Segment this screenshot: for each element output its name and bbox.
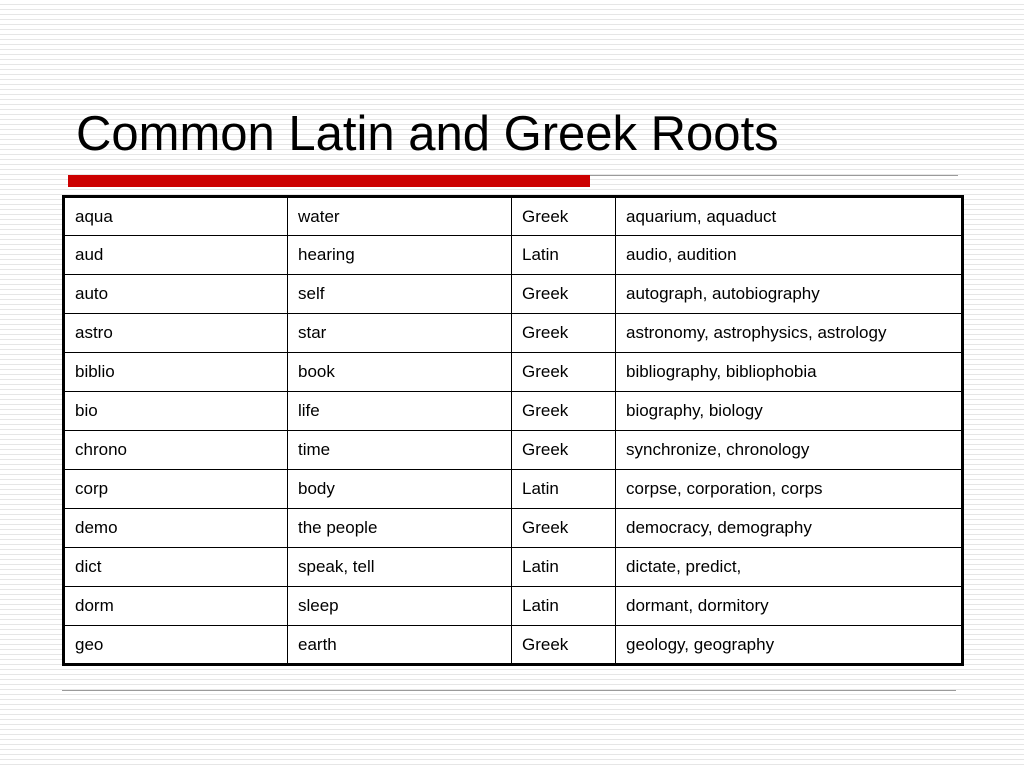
- origin-cell: Greek: [512, 509, 616, 548]
- examples-cell: aquarium, aquaduct: [616, 197, 963, 236]
- table-row: [64, 548, 963, 587]
- table-row: [64, 275, 963, 314]
- table-row: [64, 314, 963, 353]
- root-cell: aqua: [64, 197, 288, 236]
- table-row: [64, 197, 963, 236]
- meaning-cell: speak, tell: [288, 548, 512, 587]
- origin-cell: Greek: [512, 392, 616, 431]
- root-cell: demo: [64, 509, 288, 548]
- meaning-cell: the people: [288, 509, 512, 548]
- meaning-cell: book: [288, 353, 512, 392]
- origin-cell: Greek: [512, 353, 616, 392]
- root-cell: dorm: [64, 587, 288, 626]
- meaning-cell: sleep: [288, 587, 512, 626]
- origin-cell: Latin: [512, 470, 616, 509]
- examples-cell: democracy, demography: [616, 509, 963, 548]
- examples-cell: astronomy, astrophysics, astrology: [616, 314, 963, 353]
- table-row: [64, 353, 963, 392]
- bottom-divider: [62, 690, 956, 691]
- root-cell: corp: [64, 470, 288, 509]
- table-row: [64, 509, 963, 548]
- meaning-cell: water: [288, 197, 512, 236]
- root-cell: biblio: [64, 353, 288, 392]
- meaning-cell: time: [288, 431, 512, 470]
- root-cell: dict: [64, 548, 288, 587]
- origin-cell: Greek: [512, 626, 616, 665]
- examples-cell: corpse, corporation, corps: [616, 470, 963, 509]
- slide-title: Common Latin and Greek Roots: [76, 107, 779, 161]
- origin-cell: Greek: [512, 197, 616, 236]
- examples-cell: dictate, predict,: [616, 548, 963, 587]
- root-cell: auto: [64, 275, 288, 314]
- title-accent-bar: [68, 175, 590, 187]
- root-cell: chrono: [64, 431, 288, 470]
- meaning-cell: life: [288, 392, 512, 431]
- meaning-cell: star: [288, 314, 512, 353]
- table-row: [64, 626, 963, 665]
- table-row: [64, 470, 963, 509]
- examples-cell: synchronize, chronology: [616, 431, 963, 470]
- origin-cell: Greek: [512, 314, 616, 353]
- meaning-cell: body: [288, 470, 512, 509]
- examples-cell: audio, audition: [616, 236, 963, 275]
- roots-table: [62, 195, 964, 666]
- meaning-cell: hearing: [288, 236, 512, 275]
- table-row: [64, 587, 963, 626]
- examples-cell: geology, geography: [616, 626, 963, 665]
- root-cell: astro: [64, 314, 288, 353]
- examples-cell: autograph, autobiography: [616, 275, 963, 314]
- meaning-cell: earth: [288, 626, 512, 665]
- table-row: [64, 431, 963, 470]
- meaning-cell: self: [288, 275, 512, 314]
- origin-cell: Greek: [512, 275, 616, 314]
- table-row: [64, 392, 963, 431]
- examples-cell: bibliography, bibliophobia: [616, 353, 963, 392]
- root-cell: bio: [64, 392, 288, 431]
- root-cell: geo: [64, 626, 288, 665]
- origin-cell: Latin: [512, 548, 616, 587]
- origin-cell: Latin: [512, 236, 616, 275]
- examples-cell: dormant, dormitory: [616, 587, 963, 626]
- origin-cell: Greek: [512, 431, 616, 470]
- root-cell: aud: [64, 236, 288, 275]
- examples-cell: biography, biology: [616, 392, 963, 431]
- origin-cell: Latin: [512, 587, 616, 626]
- table-row: [64, 236, 963, 275]
